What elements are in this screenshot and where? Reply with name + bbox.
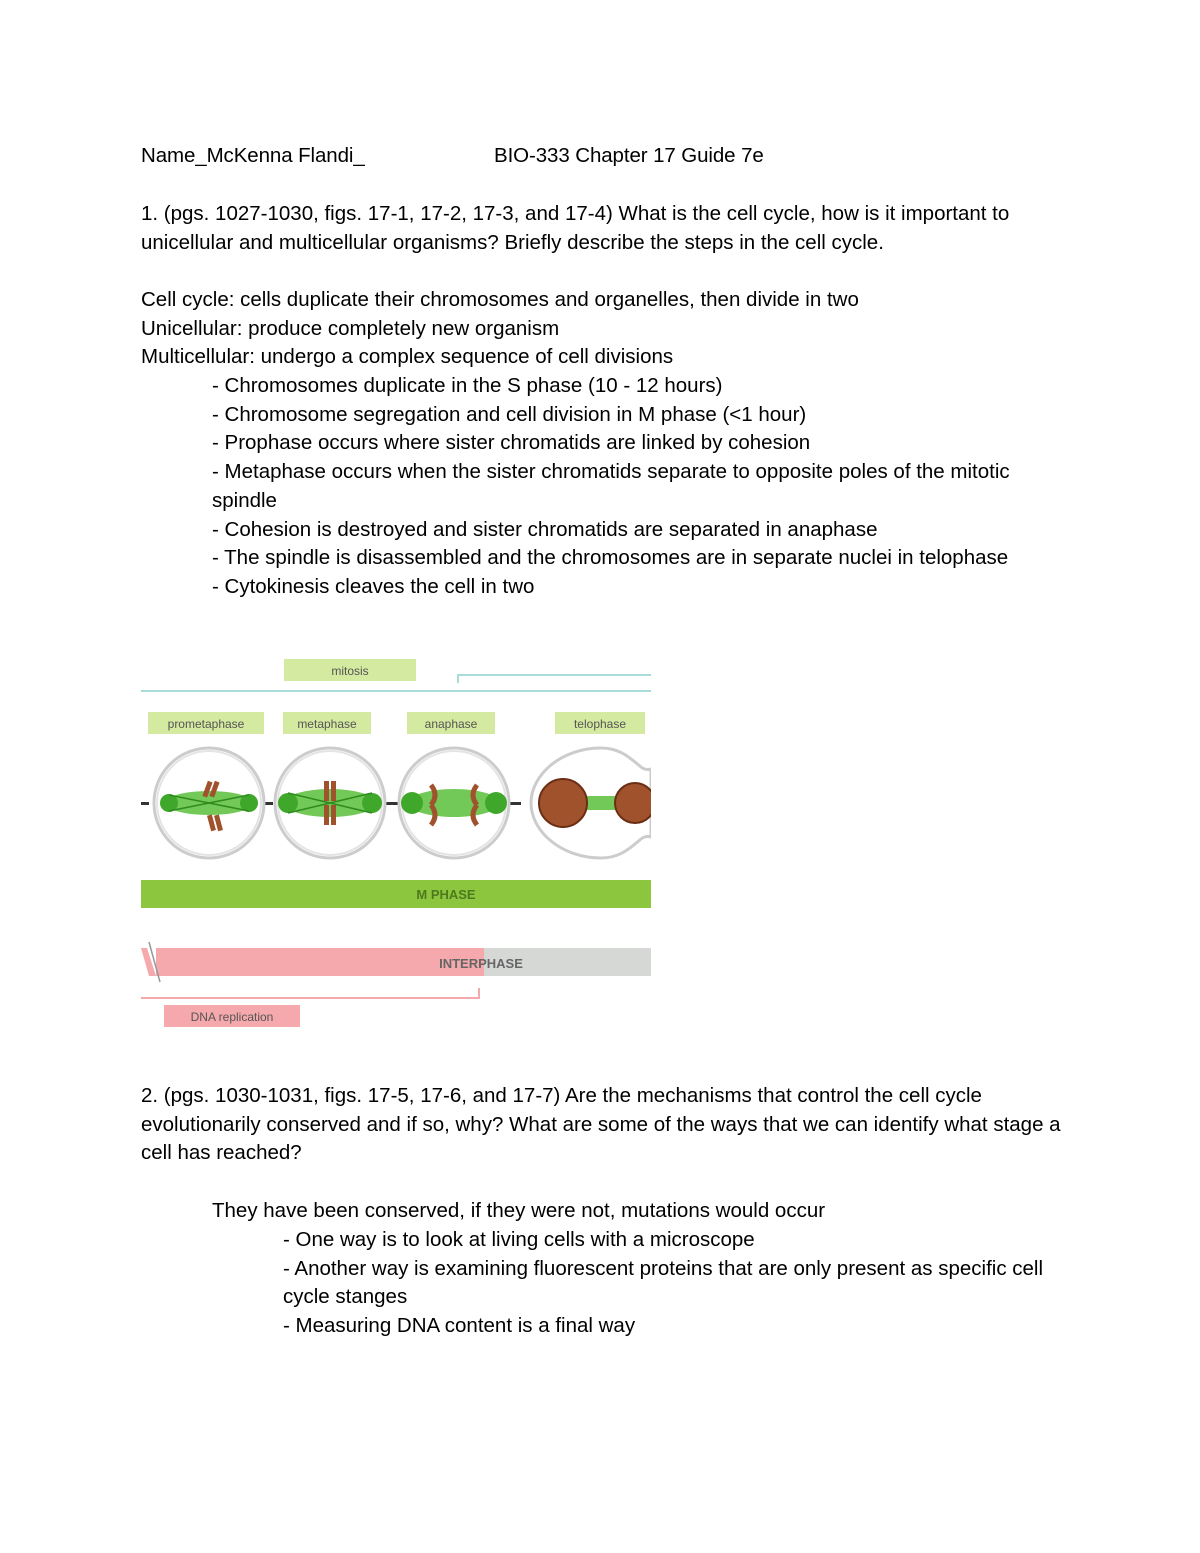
q1-bullet-list bbox=[212, 372, 1042, 602]
connector bbox=[141, 802, 149, 805]
stage-anaphase-label: anaphase bbox=[424, 717, 478, 731]
metaphase-cell bbox=[275, 748, 385, 858]
bullet-item: - One way is to look at living cells with a microscope bbox=[283, 1228, 755, 1251]
bullet-item: - Cytokinesis cleaves the cell in two bbox=[212, 574, 535, 598]
bullet-item: - Chromosomes duplicate in the S phase (10 - 12 hours) bbox=[212, 374, 723, 397]
answer-line: Cell cycle: cells duplicate their chromosomes and organelles, then divide in two bbox=[141, 288, 859, 311]
interphase-label: INTERPHASE bbox=[439, 956, 523, 971]
bullet-item: - Measuring DNA content is a final way bbox=[283, 1314, 636, 1338]
stage-prometaphase-label: prometaphase bbox=[167, 717, 245, 731]
answer-line: Multicellular: undergo a complex sequence of cell divisions bbox=[141, 345, 674, 369]
question-2: 2. (pgs. 1030-1031, figs. 17-5, 17-6, and 17-7) Are the mechanisms that control the cell cycle evolutionarily conserved and if so, why? What are some of the ways that we can identify what stage a cell has reached? bbox=[141, 1084, 1061, 1165]
interphase-pink-bar bbox=[156, 948, 484, 976]
telophase-cell bbox=[531, 748, 651, 858]
bullet-item: - Prophase occurs where sister chromatids are linked by cohesion bbox=[212, 431, 811, 455]
student-name: Name_McKenna Flandi_ bbox=[141, 144, 365, 167]
answer-line: Unicellular: produce completely new organism bbox=[141, 316, 560, 340]
mitosis-label: mitosis bbox=[331, 664, 369, 678]
cytokinesis-bracket bbox=[458, 675, 651, 683]
bullet-item: - Another way is examining fluorescent proteins that are only present as specific cell cycle stanges bbox=[283, 1256, 1044, 1309]
q2-answer: They have been conserved, if they were not, mutations would occur bbox=[212, 1199, 826, 1222]
dna-replication-label: DNA replication bbox=[190, 1010, 274, 1024]
cell-cycle-figure bbox=[141, 655, 651, 1035]
question-1: 1. (pgs. 1027-1030, figs. 17-1, 17-2, 17-3, and 17-4) What is the cell cycle, how is it important to unicellular and multicellular organisms? Briefly describe the steps in the cell cycle. bbox=[141, 202, 1010, 254]
dna-replication-bracket bbox=[141, 988, 479, 998]
connector bbox=[386, 802, 398, 805]
bullet-item: - Cohesion is destroyed and sister chromatids are separated in anaphase bbox=[212, 517, 878, 541]
q2-bullet-list bbox=[283, 1226, 1063, 1341]
m-phase-label: M PHASE bbox=[416, 887, 476, 902]
bullet-item: - Metaphase occurs when the sister chromatids separate to opposite poles of the mitotic spindle bbox=[212, 460, 1010, 512]
stage-metaphase-label: metaphase bbox=[297, 717, 357, 731]
bullet-item: - Chromosome segregation and cell division in M phase (<1 hour) bbox=[212, 402, 807, 426]
connector bbox=[509, 802, 521, 805]
m-phase-bar bbox=[141, 880, 651, 908]
q1-answers bbox=[141, 286, 859, 372]
bullet-item: - The spindle is disassembled and the chromosomes are in separate nuclei in telophase bbox=[212, 546, 1009, 570]
anaphase-cell bbox=[399, 748, 509, 858]
prometaphase-cell bbox=[154, 748, 264, 858]
course-title: BIO-333 Chapter 17 Guide 7e bbox=[494, 144, 764, 167]
stage-telophase-label: telophase bbox=[573, 717, 627, 731]
